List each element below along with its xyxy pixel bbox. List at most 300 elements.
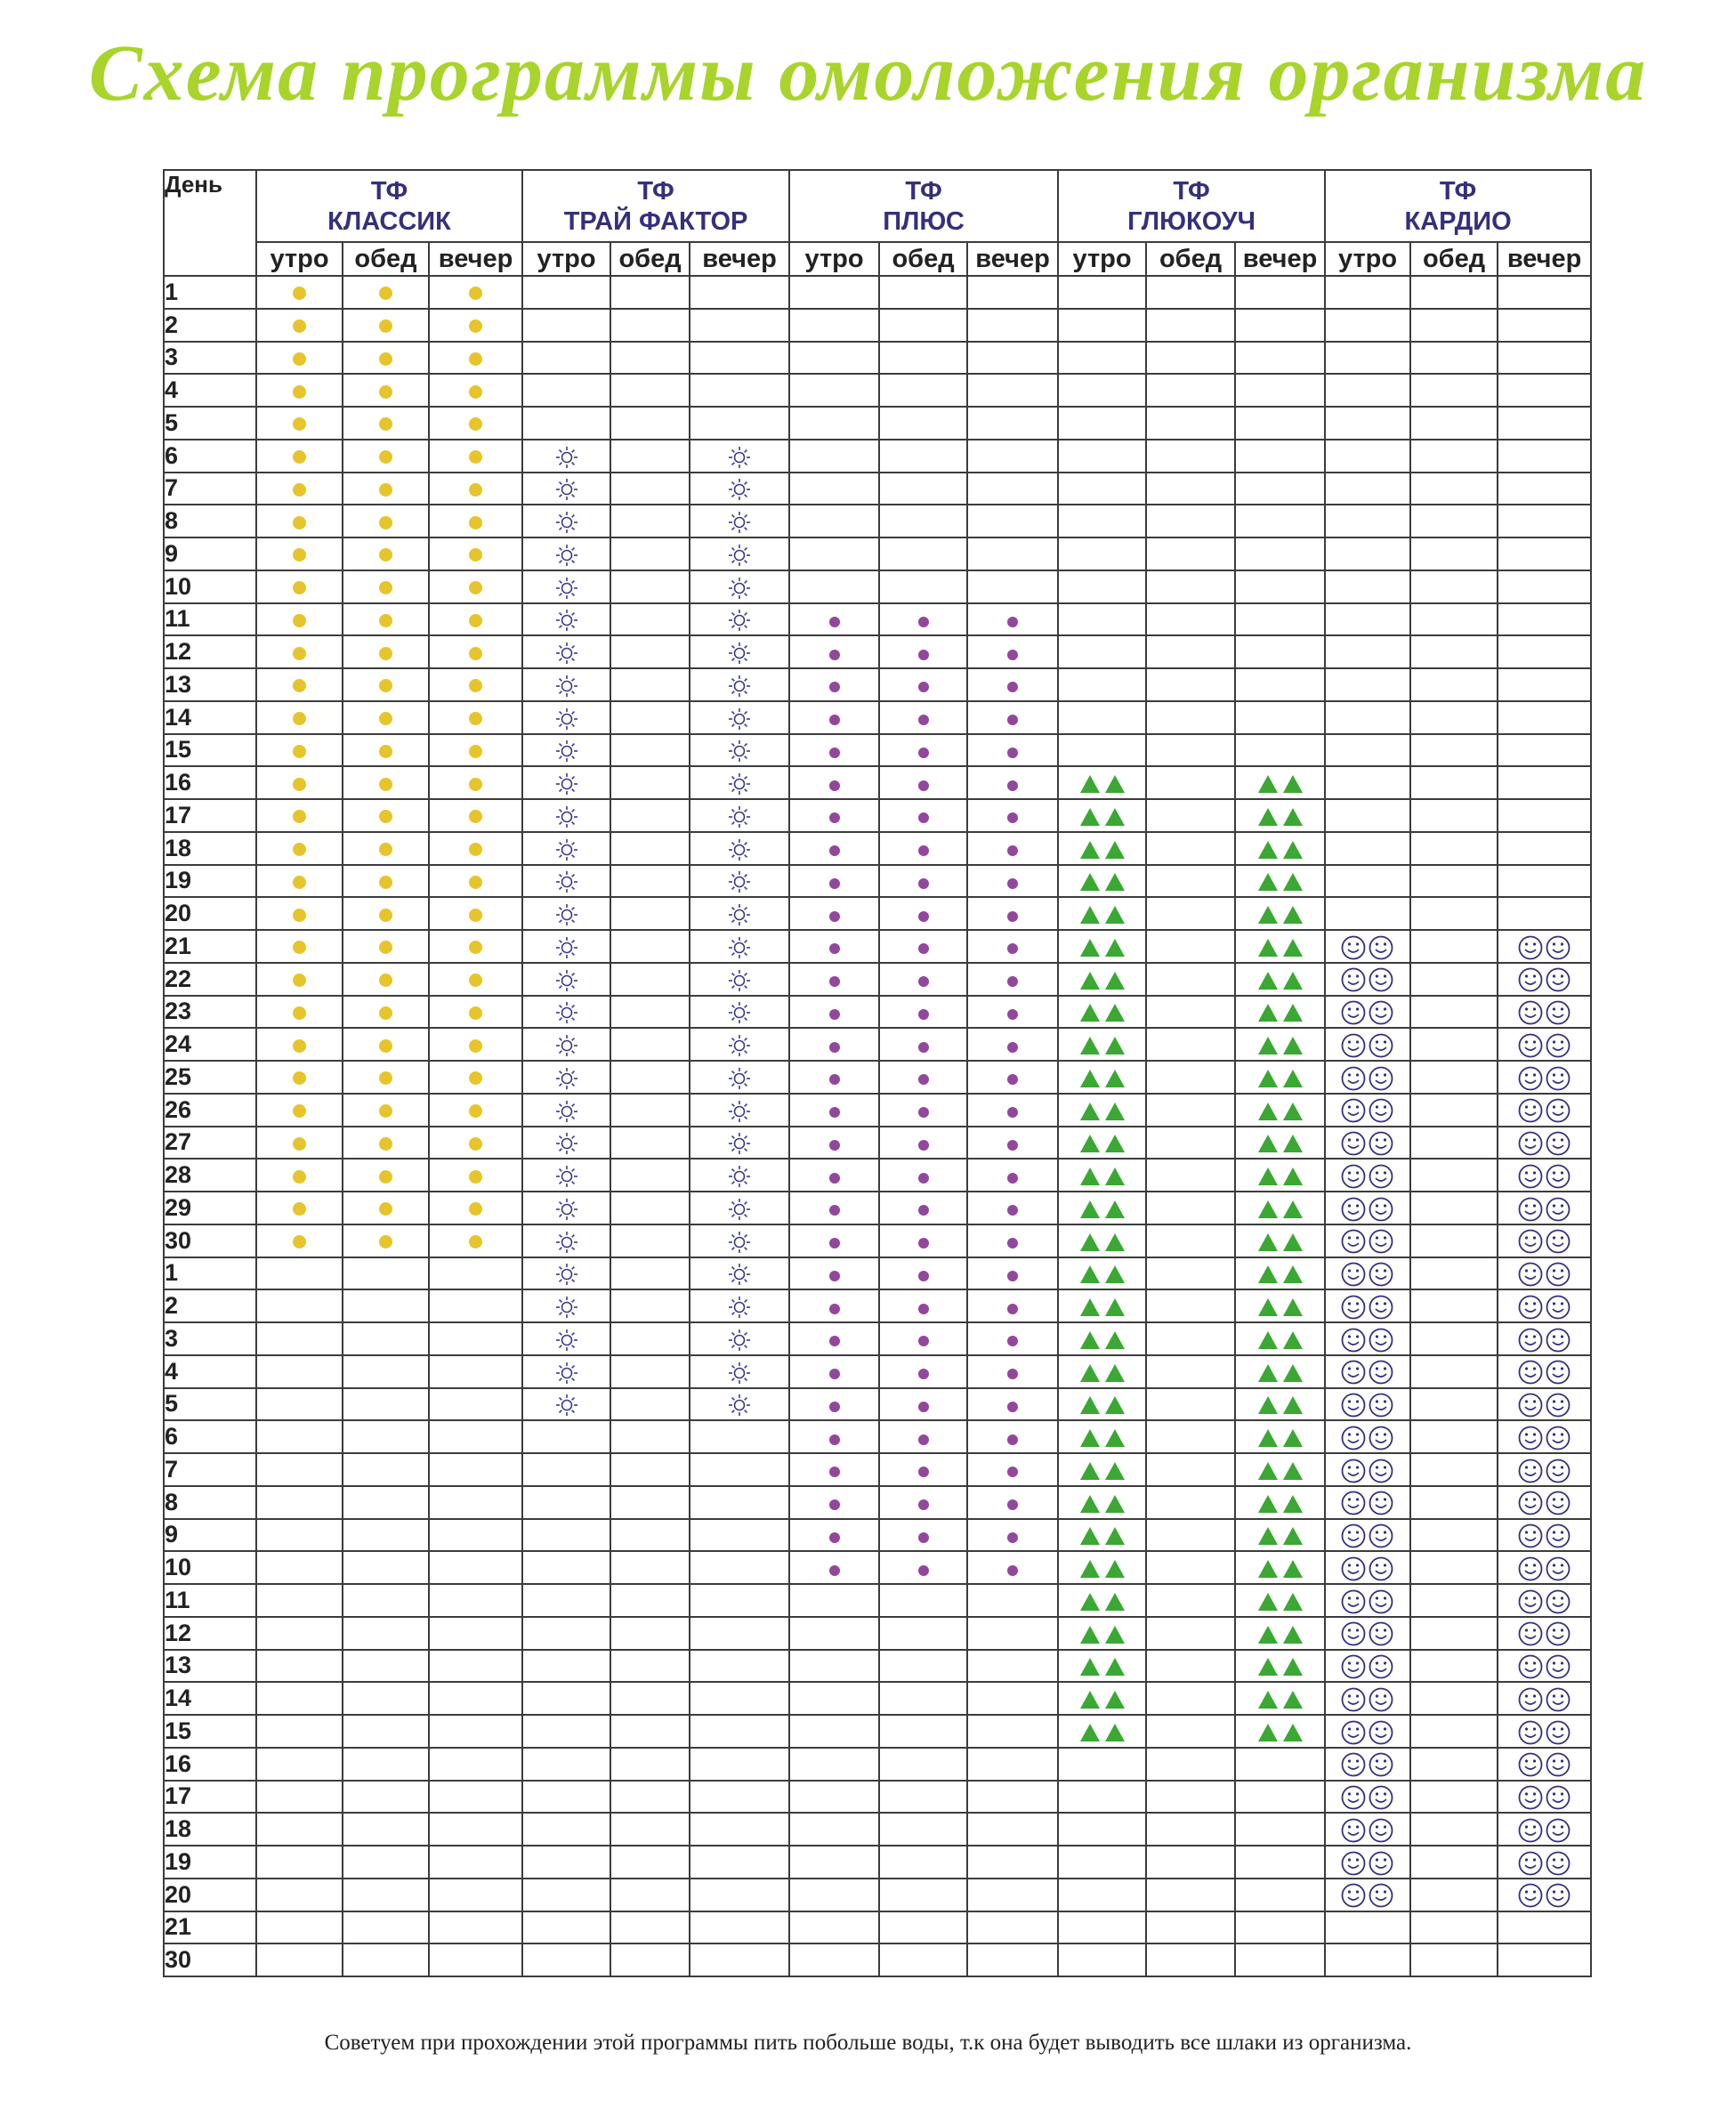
day-number: 13: [164, 1650, 256, 1683]
green-triangles-icon: [1256, 1297, 1304, 1318]
dose-cell: [967, 1061, 1058, 1094]
dose-cell: [967, 1551, 1058, 1584]
dose-cell: [789, 1322, 879, 1355]
dose-cell: [690, 1682, 789, 1715]
dose-cell: [343, 570, 429, 603]
dose-cell: [343, 1650, 429, 1683]
dose-cell: [1498, 1420, 1591, 1453]
day-row: [164, 799, 1591, 832]
smiley-faces-icon: [1517, 1097, 1572, 1124]
dose-cell: [256, 1192, 343, 1224]
dose-cell: [522, 1257, 610, 1290]
dose-cell: [1235, 1715, 1325, 1748]
yellow-dot-icon: [293, 941, 306, 954]
dose-cell: [429, 865, 522, 898]
dose-cell: [789, 1943, 879, 1976]
dose-cell: [429, 963, 522, 996]
dose-cell: [789, 1257, 879, 1290]
dose-cell: [967, 1127, 1058, 1160]
dose-cell: [1235, 1257, 1325, 1290]
green-triangles-icon: [1078, 1362, 1126, 1384]
dose-cell: [1498, 342, 1591, 375]
dose-cell: [610, 1943, 690, 1976]
dose-cell: [1146, 1879, 1235, 1911]
dose-cell: [879, 1781, 967, 1814]
dose-cell: [789, 603, 879, 636]
dose-cell: [879, 701, 967, 734]
dose-cell: [429, 1519, 522, 1552]
dose-cell: [1498, 473, 1591, 505]
dose-cell: [789, 701, 879, 734]
dose-cell: [967, 309, 1058, 342]
dose-cell: [1146, 342, 1235, 375]
dose-cell: [522, 407, 610, 440]
green-triangles-icon: [1256, 970, 1304, 991]
purple-dot-icon: [1007, 1336, 1018, 1346]
dose-cell: [789, 1617, 879, 1650]
dose-cell: [1235, 1813, 1325, 1846]
purple-dot-icon: [829, 747, 840, 758]
dose-cell: [879, 570, 967, 603]
smiley-faces-icon: [1340, 1719, 1395, 1746]
dose-cell: [1498, 603, 1591, 636]
dose-cell: [1410, 1715, 1498, 1748]
dose-cell: [522, 1159, 610, 1192]
yellow-dot-icon: [293, 1071, 306, 1085]
day-number: 14: [164, 1682, 256, 1715]
purple-dot-icon: [1007, 845, 1018, 856]
dose-cell: [1146, 1224, 1235, 1257]
dose-cell: [522, 1617, 610, 1650]
dose-cell: [343, 1289, 429, 1322]
smiley-faces-icon: [1340, 1458, 1395, 1484]
dose-cell: [789, 1192, 879, 1224]
dose-cell: [522, 603, 610, 636]
yellow-dot-icon: [469, 941, 482, 954]
yellow-dot-icon: [469, 974, 482, 987]
yellow-dot-icon: [469, 516, 482, 529]
dose-cell: [1498, 1486, 1591, 1519]
dose-cell: [1058, 963, 1146, 996]
dose-cell: [343, 766, 429, 799]
purple-dot-icon: [829, 812, 840, 823]
smiley-faces-icon: [1340, 1817, 1395, 1844]
dose-cell: [1058, 1094, 1146, 1127]
dose-cell: [1235, 635, 1325, 668]
dose-cell: [1058, 1159, 1146, 1192]
yellow-dot-icon: [379, 1039, 392, 1053]
dose-cell: [1235, 1943, 1325, 1976]
dose-cell: [256, 635, 343, 668]
dose-cell: [789, 1879, 879, 1911]
product-line2: ГЛЮКОУЧ: [1127, 206, 1256, 236]
dose-cell: [1058, 374, 1146, 407]
dose-cell: [429, 635, 522, 668]
dose-cell: [1235, 1192, 1325, 1224]
purple-dot-icon: [1007, 911, 1018, 922]
product-line1: ТФ: [1439, 176, 1477, 206]
dose-cell: [256, 701, 343, 734]
sun-icon: [555, 1132, 578, 1155]
product-header-classic: [256, 170, 522, 242]
purple-dot-icon: [918, 1238, 929, 1248]
dose-cell: [1498, 799, 1591, 832]
dose-cell: [1235, 1322, 1325, 1355]
dose-cell: [1325, 473, 1410, 505]
dose-cell: [256, 1127, 343, 1160]
dose-cell: [1498, 440, 1591, 473]
green-triangles-icon: [1256, 1329, 1304, 1351]
dose-cell: [1235, 1879, 1325, 1911]
green-triangles-icon: [1078, 806, 1126, 828]
yellow-dot-icon: [293, 778, 306, 791]
dose-cell: [690, 440, 789, 473]
smiley-faces-icon: [1517, 999, 1572, 1026]
dose-cell: [1325, 1061, 1410, 1094]
dose-cell: [967, 865, 1058, 898]
green-triangles-icon: [1078, 970, 1126, 991]
sun-icon: [728, 1132, 751, 1155]
dose-cell: [1498, 1781, 1591, 1814]
dose-cell: [1325, 1519, 1410, 1552]
green-triangles-icon: [1256, 1068, 1304, 1089]
dose-cell: [522, 897, 610, 930]
dose-cell: [522, 1061, 610, 1094]
product-header-tri-factor: [522, 170, 789, 242]
product-header-glucouch: [1058, 170, 1325, 242]
dose-cell: [1235, 603, 1325, 636]
green-triangles-icon: [1256, 1362, 1304, 1384]
dose-cell: [879, 505, 967, 537]
day-number: 9: [164, 537, 256, 570]
green-triangles-icon: [1256, 1722, 1304, 1743]
purple-dot-icon: [829, 911, 840, 922]
dose-cell: [690, 537, 789, 570]
dose-cell: [256, 309, 343, 342]
dose-cell: [256, 1028, 343, 1061]
dose-cell: [1235, 1650, 1325, 1683]
yellow-dot-icon: [293, 712, 306, 725]
dose-cell: [879, 1289, 967, 1322]
green-triangles-icon: [1078, 1329, 1126, 1351]
dose-cell: [343, 1322, 429, 1355]
purple-dot-icon: [1007, 1107, 1018, 1118]
smiley-faces-icon: [1517, 934, 1572, 961]
dose-cell: [690, 1748, 789, 1781]
dose-cell: [610, 1322, 690, 1355]
dose-cell: [343, 505, 429, 537]
sun-icon: [555, 478, 578, 501]
sun-icon: [728, 577, 751, 600]
dose-cell: [1235, 766, 1325, 799]
dose-cell: [610, 930, 690, 963]
purple-dot-icon: [829, 715, 840, 725]
dose-cell: [429, 374, 522, 407]
smiley-faces-icon: [1517, 1065, 1572, 1092]
sun-icon: [555, 446, 578, 469]
yellow-dot-icon: [379, 548, 392, 562]
dose-cell: [1235, 309, 1325, 342]
dose-cell: [256, 1289, 343, 1322]
day-number: 21: [164, 1911, 256, 1944]
smiley-faces-icon: [1340, 1556, 1395, 1582]
green-triangles-icon: [1256, 1264, 1304, 1285]
yellow-dot-icon: [379, 1202, 392, 1216]
green-triangles-icon: [1078, 773, 1126, 795]
dose-cell: [343, 407, 429, 440]
period-header: вечер: [429, 242, 522, 276]
smiley-faces-icon: [1340, 1196, 1395, 1223]
dose-cell: [967, 407, 1058, 440]
dose-cell: [343, 996, 429, 1029]
dose-cell: [610, 407, 690, 440]
dose-cell: [610, 1486, 690, 1519]
yellow-dot-icon: [469, 1071, 482, 1085]
dose-cell: [343, 473, 429, 505]
purple-dot-icon: [1007, 1173, 1018, 1184]
dose-cell: [1235, 1289, 1325, 1322]
dose-cell: [610, 473, 690, 505]
dose-cell: [610, 342, 690, 375]
smiley-faces-icon: [1517, 1556, 1572, 1582]
smiley-faces-icon: [1517, 1588, 1572, 1615]
day-row: [164, 1715, 1591, 1748]
dose-cell: [1058, 1486, 1146, 1519]
dose-cell: [1498, 1584, 1591, 1617]
dose-cell: [429, 996, 522, 1029]
day-row: [164, 865, 1591, 898]
dose-cell: [1058, 734, 1146, 767]
dose-cell: [1235, 930, 1325, 963]
dose-cell: [1325, 309, 1410, 342]
day-number: 24: [164, 1028, 256, 1061]
dose-cell: [690, 1551, 789, 1584]
dose-cell: [1325, 668, 1410, 701]
dose-cell: [1410, 1127, 1498, 1160]
day-row: [164, 1094, 1591, 1127]
dose-cell: [522, 963, 610, 996]
dose-cell: [789, 1650, 879, 1683]
period-header: обед: [879, 242, 967, 276]
dose-cell: [690, 1192, 789, 1224]
sun-icon: [728, 609, 751, 632]
smiley-faces-icon: [1340, 934, 1395, 961]
period-header: вечер: [1235, 242, 1325, 276]
dose-cell: [1498, 505, 1591, 537]
dose-cell: [690, 799, 789, 832]
dose-cell: [789, 635, 879, 668]
dose-cell: [1325, 1781, 1410, 1814]
purple-dot-icon: [918, 715, 929, 725]
dose-cell: [256, 1159, 343, 1192]
dose-cell: [1325, 407, 1410, 440]
dose-cell: [1498, 668, 1591, 701]
dose-cell: [789, 505, 879, 537]
sun-icon: [555, 1100, 578, 1123]
purple-dot-icon: [1007, 1369, 1018, 1379]
dose-cell: [789, 537, 879, 570]
purple-dot-icon: [1007, 1434, 1018, 1445]
dose-cell: [1498, 1257, 1591, 1290]
dose-cell: [967, 701, 1058, 734]
dose-cell: [1146, 1192, 1235, 1224]
dose-cell: [879, 1879, 967, 1911]
dose-cell: [1410, 473, 1498, 505]
dose-cell: [967, 1028, 1058, 1061]
sun-icon: [555, 1394, 578, 1417]
sun-icon: [555, 1329, 578, 1352]
dose-cell: [343, 1748, 429, 1781]
dose-cell: [256, 342, 343, 375]
smiley-faces-icon: [1340, 1588, 1395, 1615]
dose-cell: [789, 1846, 879, 1879]
dose-cell: [610, 668, 690, 701]
dose-cell: [1410, 1846, 1498, 1879]
yellow-dot-icon: [293, 1137, 306, 1151]
sun-icon: [555, 675, 578, 698]
yellow-dot-icon: [469, 778, 482, 791]
dose-cell: [789, 1061, 879, 1094]
dose-cell: [610, 309, 690, 342]
smiley-faces-icon: [1340, 1032, 1395, 1059]
purple-dot-icon: [829, 1499, 840, 1510]
dose-cell: [879, 865, 967, 898]
yellow-dot-icon: [379, 581, 392, 594]
day-number: 15: [164, 1715, 256, 1748]
dose-cell: [879, 407, 967, 440]
dose-cell: [690, 635, 789, 668]
dose-cell: [690, 1257, 789, 1290]
dose-cell: [1058, 1846, 1146, 1879]
green-triangles-icon: [1256, 1591, 1304, 1612]
dose-cell: [1325, 342, 1410, 375]
dose-cell: [879, 1061, 967, 1094]
yellow-dot-icon: [293, 614, 306, 627]
dose-cell: [522, 1879, 610, 1911]
dose-cell: [690, 1127, 789, 1160]
purple-dot-icon: [1007, 1042, 1018, 1053]
dose-cell: [256, 505, 343, 537]
dose-cell: [343, 1551, 429, 1584]
dose-cell: [1498, 1519, 1591, 1552]
dose-cell: [1325, 537, 1410, 570]
sun-icon: [555, 1034, 578, 1057]
smiley-faces-icon: [1517, 1719, 1572, 1746]
dose-cell: [789, 1028, 879, 1061]
dose-cell: [1410, 963, 1498, 996]
dose-cell: [610, 1028, 690, 1061]
dose-cell: [610, 635, 690, 668]
dose-cell: [1325, 1289, 1410, 1322]
dose-cell: [1325, 799, 1410, 832]
dose-cell: [1235, 342, 1325, 375]
dose-cell: [1410, 1617, 1498, 1650]
dose-cell: [1058, 309, 1146, 342]
day-number: 7: [164, 1453, 256, 1486]
sun-icon: [728, 903, 751, 926]
dose-cell: [522, 1715, 610, 1748]
purple-dot-icon: [829, 878, 840, 889]
sun-icon: [555, 772, 578, 796]
dose-cell: [1058, 1355, 1146, 1388]
dose-cell: [1410, 570, 1498, 603]
dose-cell: [610, 1094, 690, 1127]
sun-icon: [555, 1001, 578, 1024]
day-number: 3: [164, 342, 256, 375]
dose-cell: [522, 1192, 610, 1224]
dose-cell: [522, 996, 610, 1029]
dose-cell: [967, 1257, 1058, 1290]
dose-cell: [429, 309, 522, 342]
day-number: 6: [164, 440, 256, 473]
yellow-dot-icon: [379, 745, 392, 758]
day-row: [164, 1420, 1591, 1453]
dose-cell: [610, 1748, 690, 1781]
dose-cell: [1235, 407, 1325, 440]
dose-cell: [690, 1943, 789, 1976]
dose-cell: [256, 1420, 343, 1453]
green-triangles-icon: [1256, 871, 1304, 893]
dose-cell: [610, 1453, 690, 1486]
dose-cell: [1498, 1650, 1591, 1683]
dose-cell: [522, 1813, 610, 1846]
dose-cell: [1410, 1519, 1498, 1552]
day-number: 20: [164, 1879, 256, 1911]
dose-cell: [256, 766, 343, 799]
sun-icon: [728, 544, 751, 567]
dose-cell: [429, 1159, 522, 1192]
purple-dot-icon: [1007, 1271, 1018, 1281]
dose-cell: [967, 668, 1058, 701]
dose-cell: [429, 473, 522, 505]
dose-cell: [789, 1289, 879, 1322]
green-triangles-icon: [1256, 1394, 1304, 1416]
dose-cell: [610, 1650, 690, 1683]
dose-cell: [522, 1682, 610, 1715]
dose-cell: [1410, 996, 1498, 1029]
dose-cell: [1410, 1159, 1498, 1192]
yellow-dot-icon: [469, 909, 482, 922]
dose-cell: [522, 1911, 610, 1944]
dose-cell: [256, 1061, 343, 1094]
dose-cell: [967, 1943, 1058, 1976]
dose-cell: [1058, 1617, 1146, 1650]
dose-cell: [343, 1682, 429, 1715]
dose-cell: [1410, 1224, 1498, 1257]
dose-cell: [343, 1355, 429, 1388]
dose-cell: [879, 1355, 967, 1388]
dose-cell: [789, 832, 879, 865]
dose-cell: [1410, 701, 1498, 734]
dose-cell: [1498, 1943, 1591, 1976]
dose-cell: [343, 1617, 429, 1650]
day-row: [164, 473, 1591, 505]
dose-cell: [1235, 1519, 1325, 1552]
dose-cell: [429, 1682, 522, 1715]
dose-cell: [343, 603, 429, 636]
smiley-faces-icon: [1340, 1294, 1395, 1321]
dose-cell: [879, 309, 967, 342]
day-number: 1: [164, 1257, 256, 1290]
dose-cell: [879, 537, 967, 570]
dose-cell: [1146, 1943, 1235, 1976]
dose-cell: [1058, 1127, 1146, 1160]
green-triangles-icon: [1256, 1656, 1304, 1677]
dose-cell: [610, 799, 690, 832]
product-header-row: [164, 170, 1591, 242]
yellow-dot-icon: [379, 974, 392, 987]
yellow-dot-icon: [469, 712, 482, 725]
